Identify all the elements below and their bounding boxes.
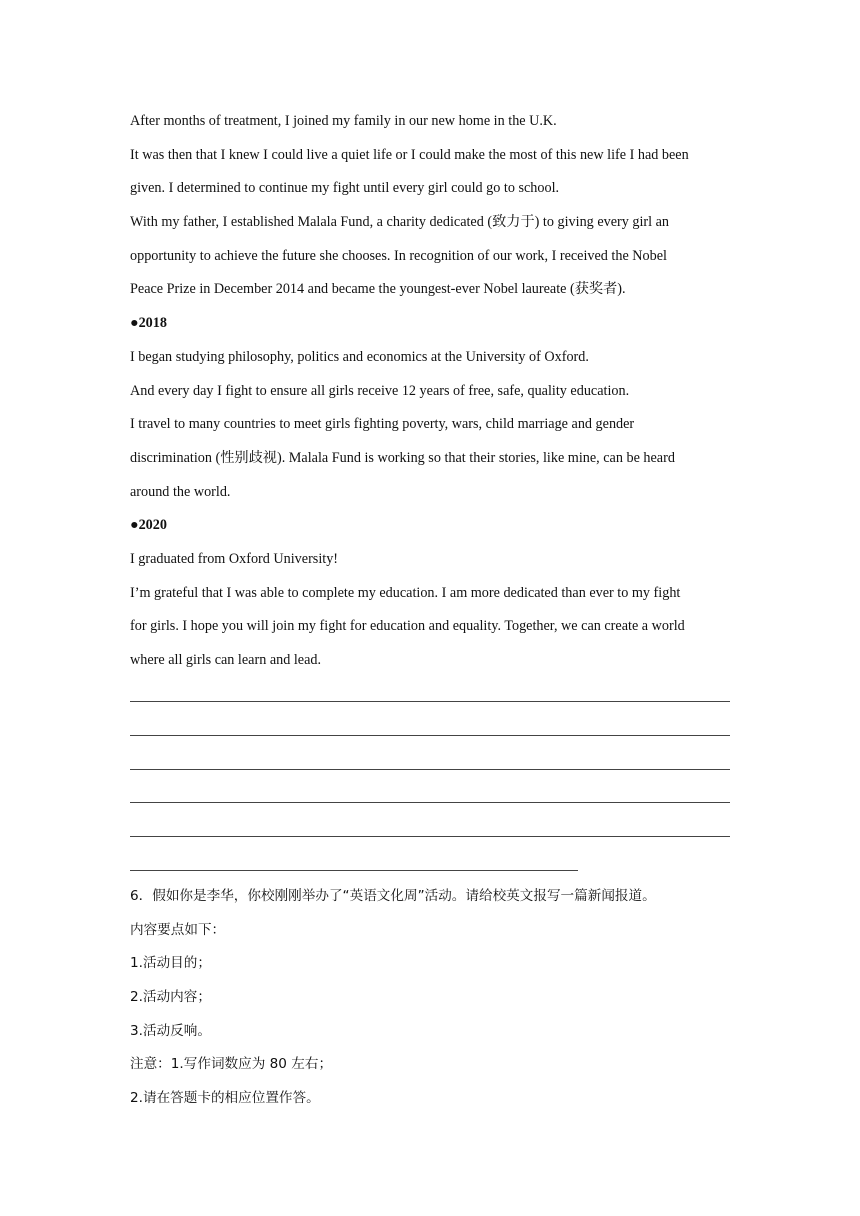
section-heading-2020: ●2020 [130, 517, 167, 534]
answer-line[interactable] [130, 678, 730, 712]
content-point-3: 3.活动反响。 [130, 1022, 211, 1039]
passage-paragraph: And every day I fight to ensure all girls receive 12 years of free, safe, quality education. [130, 382, 630, 399]
answer-line[interactable] [130, 711, 730, 745]
answer-line[interactable] [130, 779, 730, 813]
passage-paragraph: With my father, I established Malala Fund, a charity dedicated (致力于) to giving every girl an [130, 214, 670, 231]
note-2: 2.请在答题卡的相应位置作答。 [130, 1089, 320, 1106]
passage-paragraph: It was then that I knew I could live a quiet life or I could make the most of this new life I had been [130, 146, 689, 163]
passage-paragraph: I graduated from Oxford University! [130, 550, 339, 567]
passage-paragraph: I began studying philosophy, politics and economics at the University of Oxford. [130, 348, 589, 365]
passage-paragraph: After months of treatment, I joined my family in our new home in the U.K. [130, 113, 557, 129]
content-points-label: 内容要点如下： [130, 921, 226, 938]
passage-paragraph: where all girls can learn and lead. [130, 652, 322, 668]
passage-paragraph: Peace Prize in December 2014 and became the youngest-ever Nobel laureate (获奖者). [130, 281, 626, 298]
note-1: 注意：1.写作词数应为 80 左右； [130, 1056, 333, 1073]
content-point-1: 1.活动目的； [130, 955, 211, 972]
passage-paragraph: I travel to many countries to meet girls fighting poverty, wars, child marriage and gender [130, 416, 635, 433]
answer-line[interactable] [130, 812, 730, 846]
passage-paragraph: for girls. I hope you will join my fight for education and equality. Together, we can create a world [130, 618, 685, 635]
passage-paragraph: opportunity to achieve the future she chooses. In recognition of our work, I received the Nobel [130, 247, 667, 264]
answer-line[interactable] [130, 846, 730, 880]
passage-paragraph: around the world. [130, 483, 231, 500]
passage-paragraph: I’m grateful that I was able to complete my education. I am more dedicated than ever to my fight [130, 584, 681, 601]
section-heading-2018: ●2018 [130, 315, 167, 332]
answer-line[interactable] [130, 745, 730, 779]
passage-paragraph: discrimination (性别歧视). Malala Fund is working so that their stories, like mine, can be heard [130, 449, 675, 466]
content-point-2: 2.活动内容； [130, 988, 211, 1005]
question-6-prompt: 6．假如你是李华，你校刚刚举办了“英语文化周”活动。请给校英文报写一篇新闻报道。 [130, 887, 656, 904]
passage-paragraph: given. I determined to continue my fight until every girl could go to school. [130, 180, 560, 197]
document-page [130, 105, 730, 1116]
